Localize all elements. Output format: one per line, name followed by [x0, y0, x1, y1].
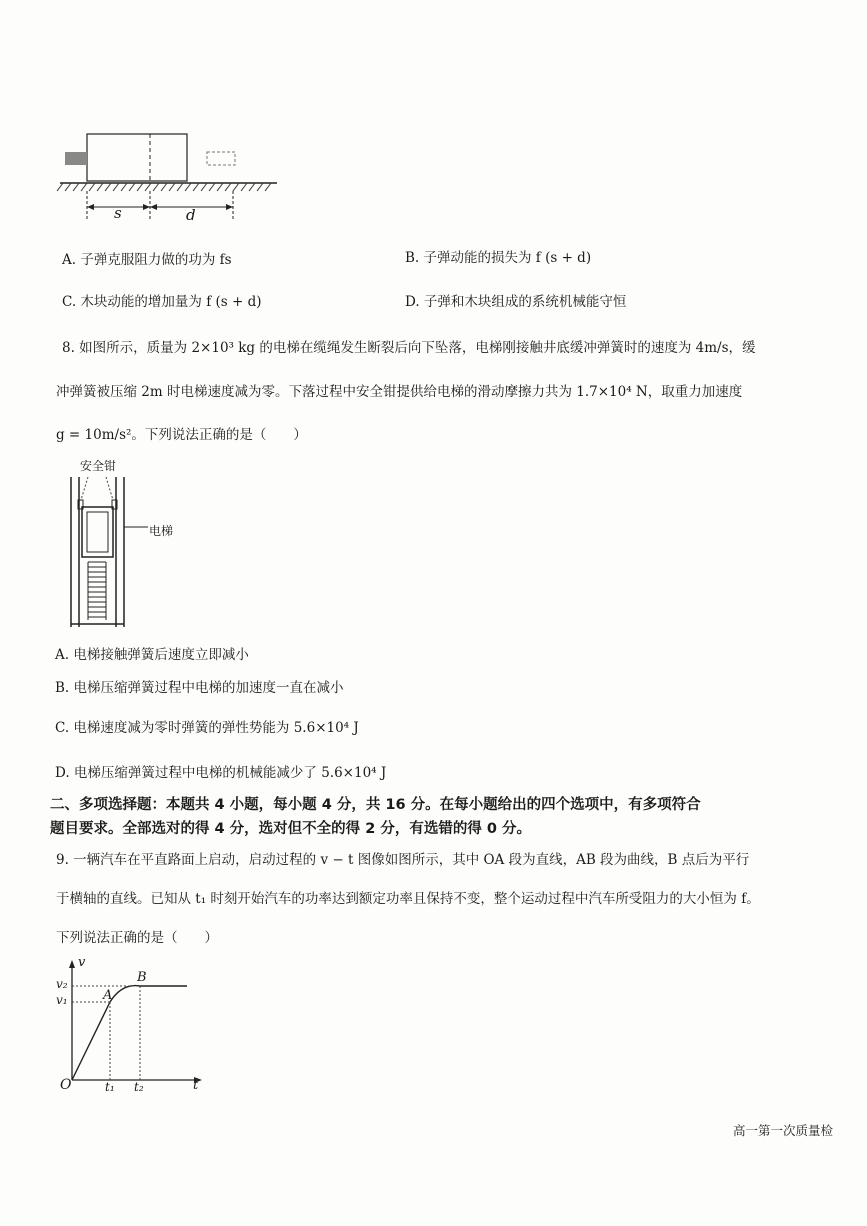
- block-bullet-figure: [55, 125, 285, 230]
- tick-label-t1: t₁: [105, 1080, 115, 1094]
- axis-label-t: t: [193, 1078, 199, 1093]
- q8-option-d: D. 电梯压缩弹簧过程中电梯的机械能减少了 5.6×10⁴ J: [55, 765, 387, 781]
- q7-option-c: C. 木块动能的增加量为 f (s + d): [62, 294, 262, 310]
- q7-option-b: B. 子弹动能的损失为 f (s + d): [405, 250, 592, 266]
- tick-label-t2: t₂: [134, 1080, 144, 1094]
- page-footer: 高一第一次质量检: [733, 1123, 834, 1138]
- label-s: s: [114, 204, 122, 222]
- axis-label-v: v: [78, 955, 86, 970]
- point-label-b: B: [137, 970, 147, 985]
- label-safety-clamp: 安全钳: [80, 459, 117, 473]
- q8-option-b: B. 电梯压缩弹簧过程中电梯的加速度一直在减小: [55, 680, 344, 696]
- label-d: d: [186, 206, 196, 224]
- section2-heading-line1: 二、多项选择题：本题共 4 小题，每小题 4 分，共 16 分。在每小题给出的四个选项中，有多项符合: [50, 797, 701, 813]
- q8-stem-line2: 冲弹簧被压缩 2m 时电梯速度减为零。下落过程中安全钳提供给电梯的滑动摩擦力共为 1.7×10⁴ N，取重力加速度: [56, 384, 743, 400]
- label-elevator: 电梯: [149, 524, 174, 538]
- q9-stem-line3: 下列说法正确的是（ ）: [56, 930, 218, 946]
- q9-stem-line1: 9. 一辆汽车在平直路面上启动，启动过程的 v − t 图像如图所示，其中 OA 段为直线，AB 段为曲线，B 点后为平行: [56, 852, 750, 868]
- q7-option-d: D. 子弹和木块组成的系统机械能守恒: [405, 294, 627, 310]
- point-label-a: A: [103, 988, 113, 1003]
- q8-option-a: A. 电梯接触弹簧后速度立即减小: [55, 647, 249, 663]
- q8-stem-line3: g = 10m/s²。下列说法正确的是（ ）: [56, 427, 307, 443]
- origin-label-o: O: [60, 1077, 72, 1093]
- q8-stem-line1: 8. 如图所示，质量为 2×10³ kg 的电梯在缆绳发生断裂后向下坠落，电梯刚接触井底缓冲弹簧时的速度为 4m/s，缓: [62, 340, 756, 356]
- elevator-figure: [66, 472, 156, 632]
- q8-option-c: C. 电梯速度减为零时弹簧的弹性势能为 5.6×10⁴ J: [55, 720, 359, 736]
- q9-stem-line2: 于横轴的直线。已知从 t₁ 时刻开始汽车的功率达到额定功率且保持不变，整个运动过程中汽车所受阻力的大小恒为 f。: [56, 891, 760, 907]
- tick-label-v1: v₁: [56, 993, 68, 1007]
- vt-graph: [50, 955, 210, 1095]
- section2-heading-line2: 题目要求。全部选对的得 4 分，选对但不全的得 2 分，有选错的得 0 分。: [50, 821, 532, 837]
- q7-option-a: A. 子弹克服阻力做的功为 fs: [62, 252, 232, 268]
- tick-label-v2: v₂: [56, 977, 68, 991]
